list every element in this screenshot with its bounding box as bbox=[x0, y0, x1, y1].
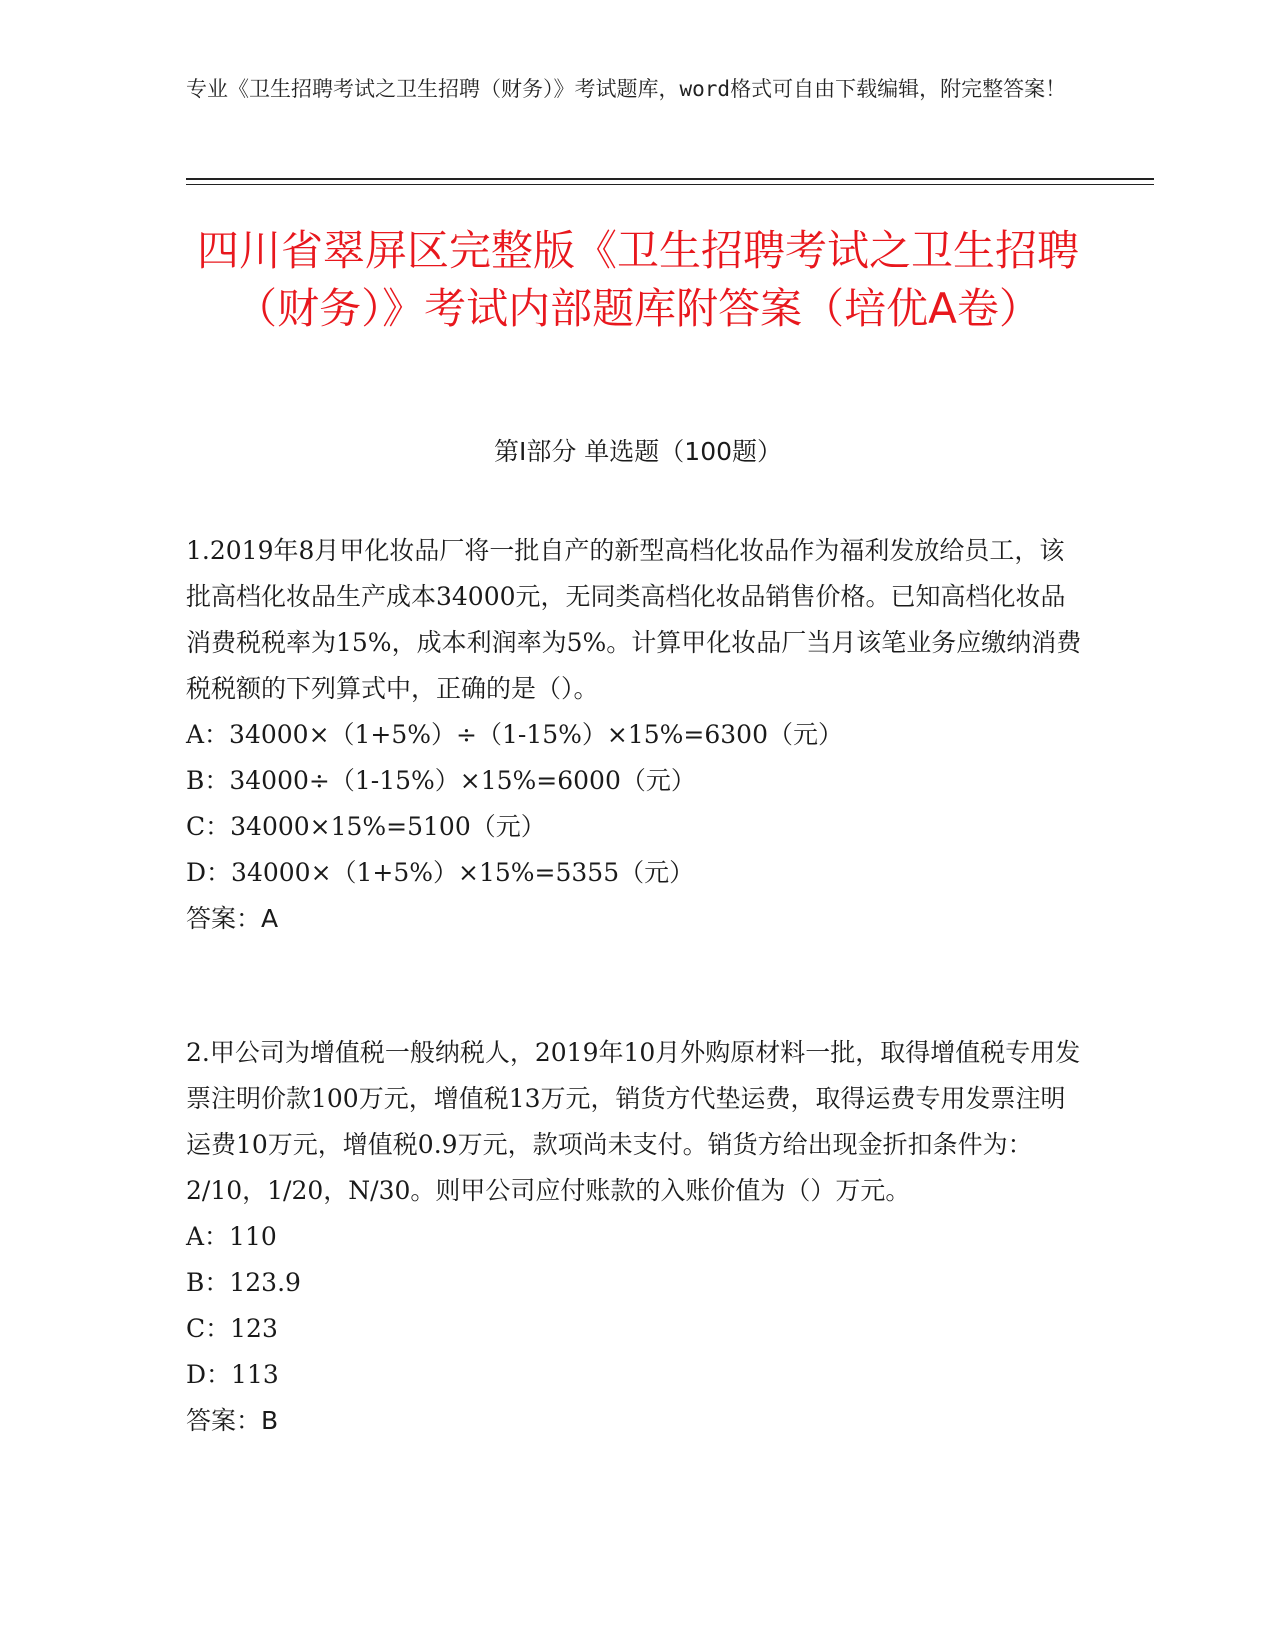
option-d: D：113 bbox=[186, 1360, 279, 1389]
option-c: C：123 bbox=[186, 1314, 278, 1343]
question-2 bbox=[186, 1030, 1086, 1444]
question-stem: 1.2019年8月甲化妆品厂将一批自产的新型高档化妆品作为福利发放给员工，该批高档化妆品生产成本34000元，无同类高档化妆品销售价格。已知高档化妆品消费税税率为15%，成本利润率为5%。计算甲化妆品厂当月该笔业务应缴纳消费税税额的下列算式中，正确的是（）。 bbox=[186, 536, 1082, 703]
document-title: 四川省翠屏区完整版《卫生招聘考试之卫生招聘（财务）》考试内部题库附答案（培优A卷） bbox=[196, 226, 1079, 333]
option-d: D：34000×（1+5%）×15%=5355（元） bbox=[186, 858, 695, 887]
header-divider-thin bbox=[186, 184, 1154, 185]
option-a: A：34000×（1+5%）÷（1-15%）×15%=6300（元） bbox=[186, 720, 843, 749]
section-heading: 第Ⅰ部分 单选题（100题） bbox=[493, 437, 783, 466]
header-divider-thick bbox=[186, 178, 1154, 180]
option-b: B：123.9 bbox=[186, 1268, 301, 1297]
option-c: C：34000×15%=5100（元） bbox=[186, 812, 546, 841]
option-b: B：34000÷（1-15%）×15%=6000（元） bbox=[186, 766, 696, 795]
answer-line: 答案：B bbox=[186, 1406, 279, 1435]
option-a: A：110 bbox=[186, 1222, 277, 1251]
header-note: 专业《卫生招聘考试之卫生招聘（财务）》考试题库，word格式可自由下载编辑，附完整答案！ bbox=[186, 77, 1067, 101]
question-stem: 2.甲公司为增值税一般纳税人，2019年10月外购原材料一批，取得增值税专用发票注明价款100万元，增值税13万元，销货方代垫运费，取得运费专用发票注明运费10万元，增值税0.9万元，款项尚未支付。销货方给出现金折扣条件为：2/10，1/20，N/30。则甲公司应付账款的入账价值为（）万元。 bbox=[186, 1038, 1081, 1205]
question-1 bbox=[186, 528, 1086, 942]
answer-line: 答案：A bbox=[186, 904, 279, 933]
